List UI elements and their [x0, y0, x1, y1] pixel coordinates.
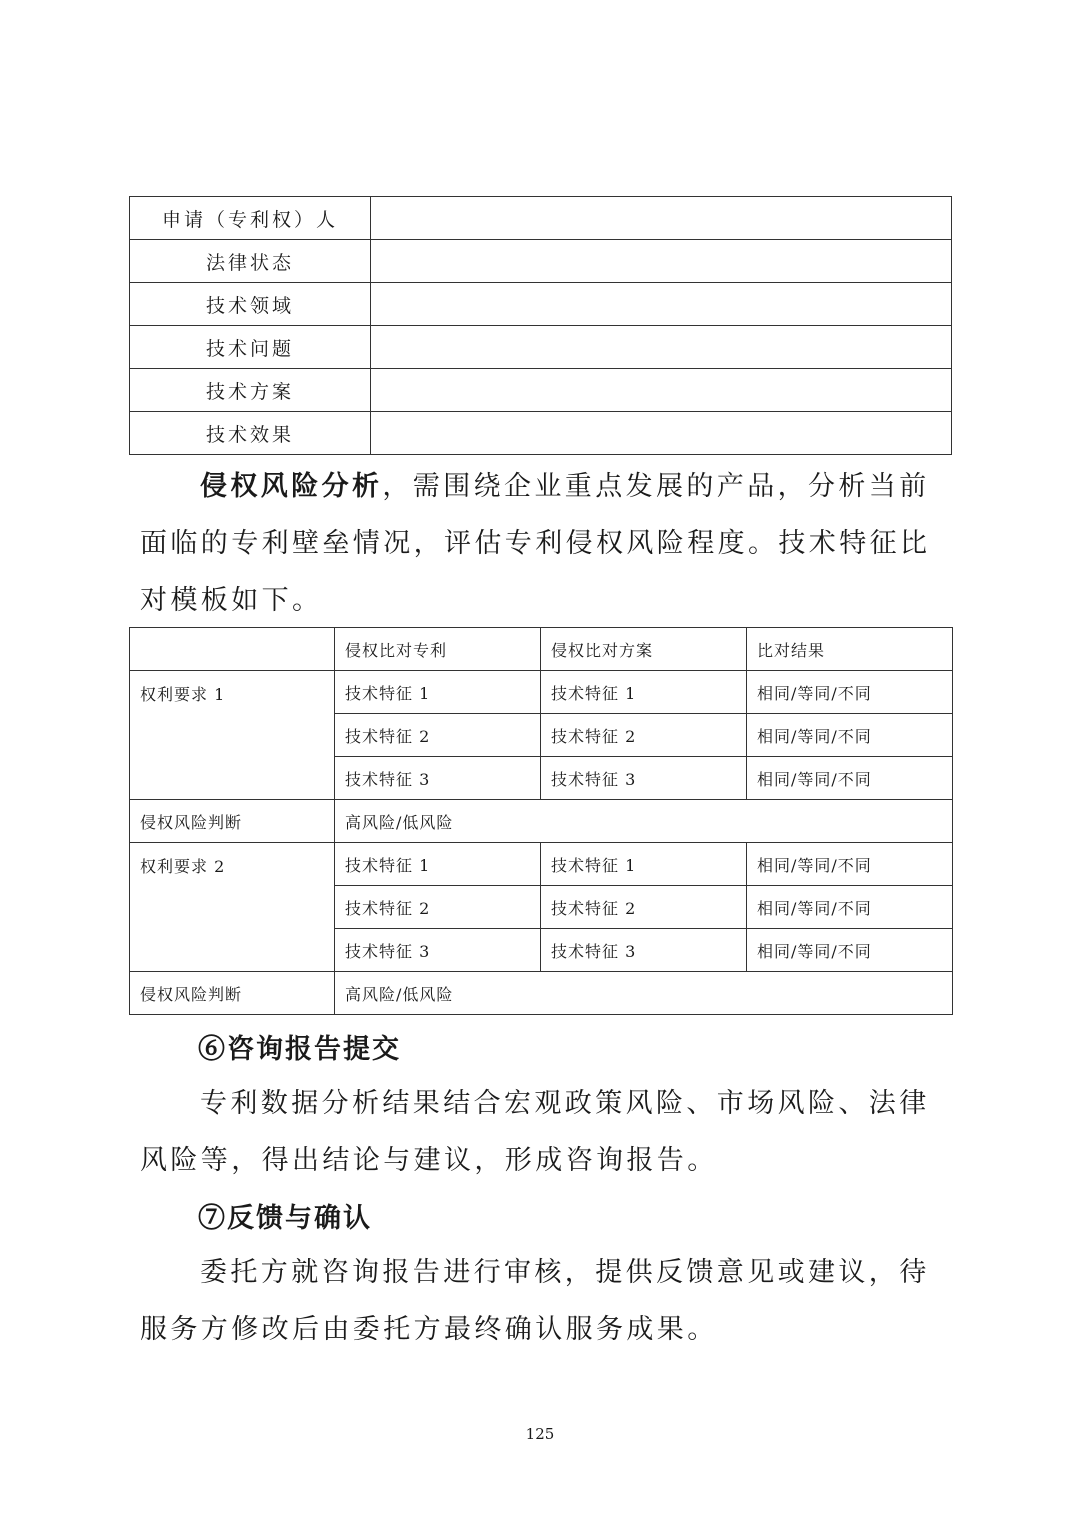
- risk-analysis-lead: 侵权风险分析: [200, 471, 383, 502]
- table-row: [130, 369, 952, 412]
- info-label: 技术问题: [130, 326, 371, 369]
- section-7-heading: ⑦反馈与确认: [198, 1203, 372, 1234]
- claim-cell: 权利要求 2: [130, 843, 335, 972]
- table-cell: 相同/等同/不同: [747, 714, 953, 757]
- table-row: [130, 283, 952, 326]
- table-cell: 技术特征 2: [541, 714, 747, 757]
- header-cell: 比对结果: [747, 628, 953, 671]
- table-cell: 相同/等同/不同: [747, 671, 953, 714]
- table-cell: 技术特征 1: [541, 843, 747, 886]
- table-row: [130, 843, 953, 886]
- info-value: [371, 412, 952, 455]
- judgment-label: 侵权风险判断: [130, 972, 335, 1015]
- info-label: 技术领域: [130, 283, 371, 326]
- judgment-row: [130, 800, 953, 843]
- section-6-text: 专利数据分析结果结合宏观政策风险、市场风险、法律风险等，得出结论与建议，形成咨询报告。: [140, 1088, 930, 1176]
- risk-analysis-paragraph: [140, 458, 940, 629]
- header-cell: [130, 628, 335, 671]
- table-row: [130, 326, 952, 369]
- table-row: [130, 412, 952, 455]
- info-value: [371, 240, 952, 283]
- table-cell: 技术特征 3: [541, 757, 747, 800]
- table-cell: 技术特征 1: [335, 671, 541, 714]
- section-7-text: 委托方就咨询报告进行审核，提供反馈意见或建议，待服务方修改后由委托方最终确认服务成果。: [140, 1257, 930, 1345]
- judgment-value: 高风险/低风险: [335, 972, 953, 1015]
- table-cell: 技术特征 3: [335, 929, 541, 972]
- section-6-heading: ⑥咨询报告提交: [198, 1034, 401, 1065]
- table-cell: 相同/等同/不同: [747, 929, 953, 972]
- table-header-row: [130, 628, 953, 671]
- infringement-comparison-table: [129, 627, 953, 1015]
- info-label: 技术方案: [130, 369, 371, 412]
- risk-analysis-body: ，需围绕企业重点发展的产品，分析当前面临的专利壁垒情况，评估专利侵权风险程度。技术特征比对模板如下。: [140, 471, 931, 616]
- table-row: [130, 671, 953, 714]
- header-cell: 侵权比对方案: [541, 628, 747, 671]
- judgment-row: [130, 972, 953, 1015]
- page-number: 125: [525, 1425, 555, 1443]
- table-cell: 技术特征 1: [335, 843, 541, 886]
- section-7-body: [140, 1244, 940, 1358]
- header-cell: 侵权比对专利: [335, 628, 541, 671]
- claim-cell: 权利要求 1: [130, 671, 335, 800]
- info-label: 法律状态: [130, 240, 371, 283]
- table-cell: 技术特征 2: [541, 886, 747, 929]
- table-cell: 相同/等同/不同: [747, 886, 953, 929]
- table-cell: 相同/等同/不同: [747, 843, 953, 886]
- table-cell: 技术特征 3: [335, 757, 541, 800]
- table-cell: 相同/等同/不同: [747, 757, 953, 800]
- info-value: [371, 283, 952, 326]
- judgment-value: 高风险/低风险: [335, 800, 953, 843]
- table-cell: 技术特征 1: [541, 671, 747, 714]
- info-label: 申请（专利权）人: [130, 197, 371, 240]
- section-6-body: [140, 1075, 940, 1189]
- info-value: [371, 326, 952, 369]
- patent-info-table: [129, 196, 952, 455]
- info-value: [371, 369, 952, 412]
- table-cell: 技术特征 2: [335, 886, 541, 929]
- info-label: 技术效果: [130, 412, 371, 455]
- table-cell: 技术特征 2: [335, 714, 541, 757]
- judgment-label: 侵权风险判断: [130, 800, 335, 843]
- table-row: [130, 240, 952, 283]
- info-value: [371, 197, 952, 240]
- table-cell: 技术特征 3: [541, 929, 747, 972]
- table-row: [130, 197, 952, 240]
